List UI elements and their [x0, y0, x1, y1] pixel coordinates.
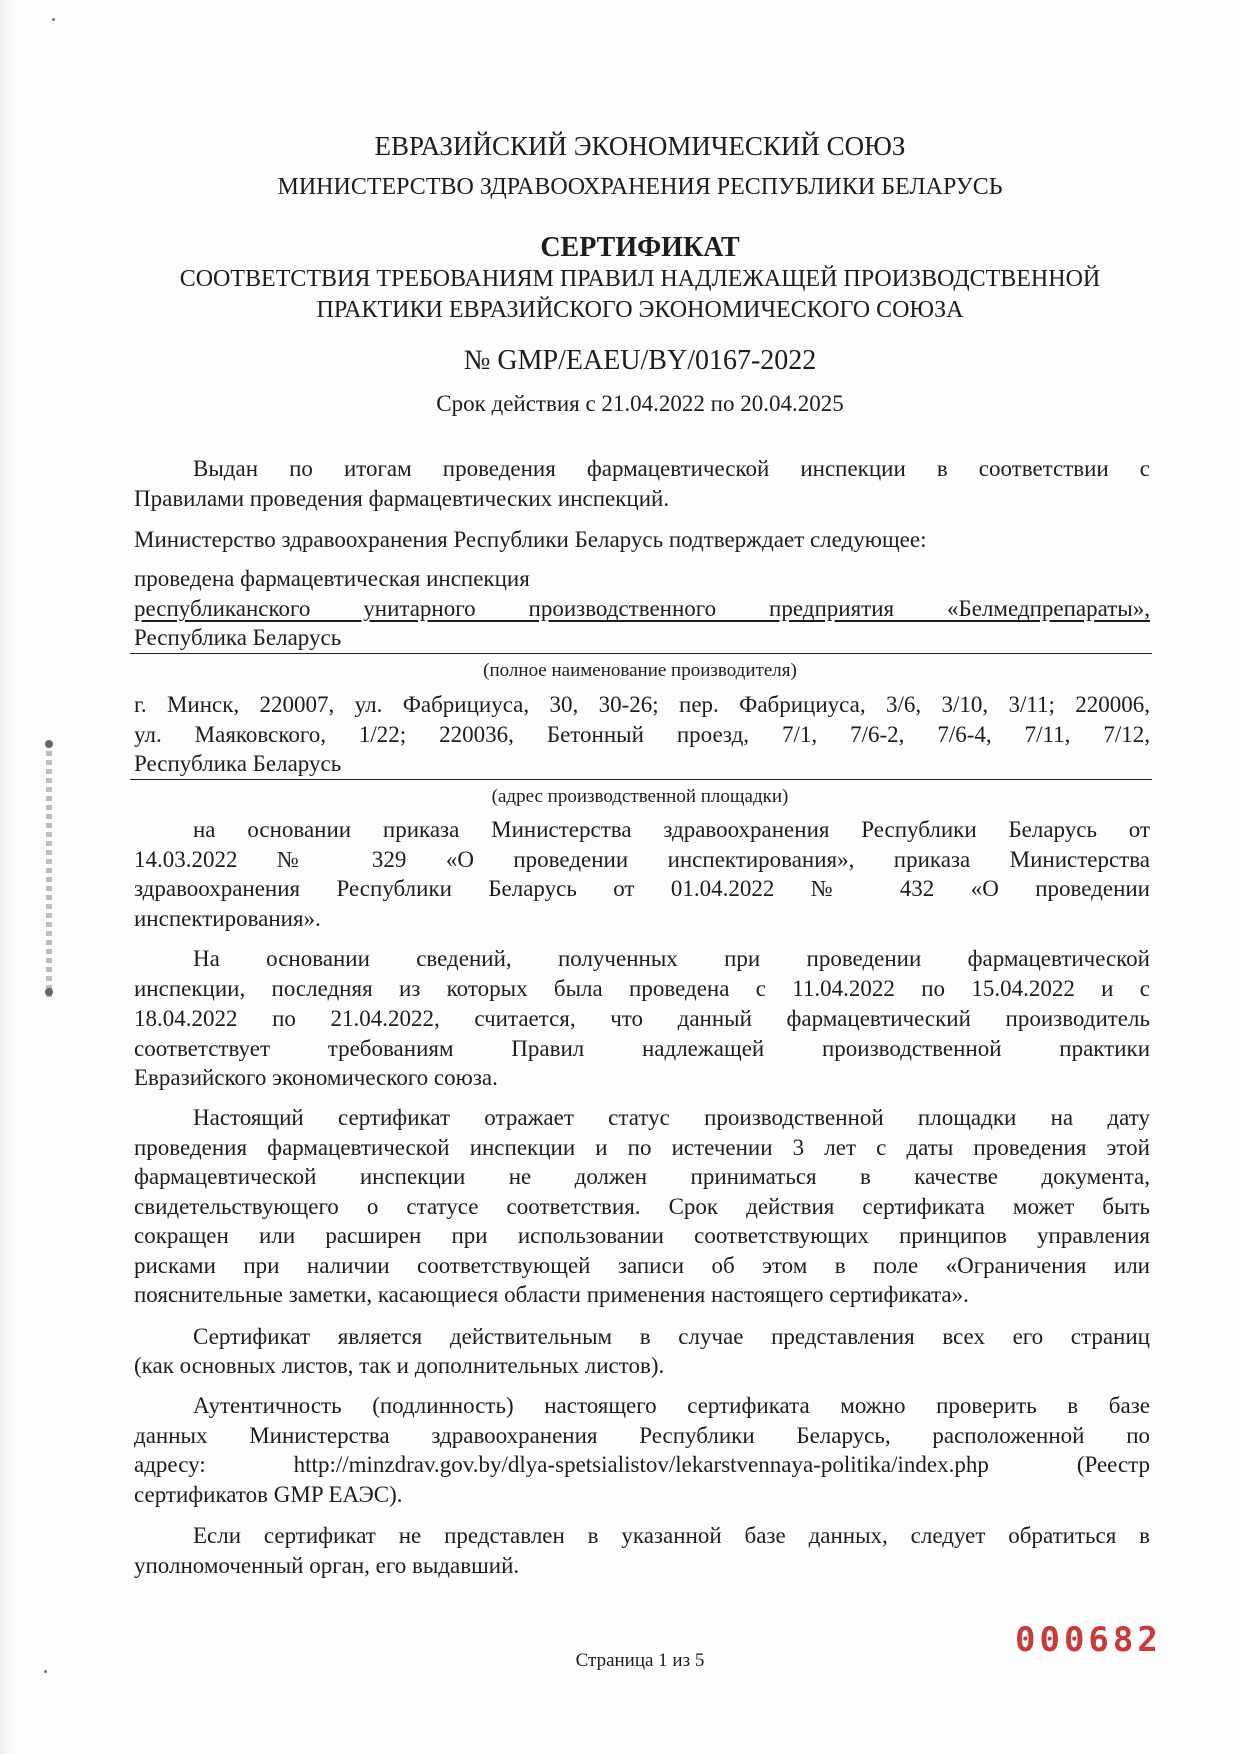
intro-line: Правилами проведения фармацевтических инспекций. — [134, 486, 670, 511]
paragraph-line: На основании сведений, полученных при проведении фармацевтической — [193, 946, 1150, 971]
paragraph-line: свидетельствующего о статусе соответствия. Срок действия сертификата может быть — [134, 1194, 1150, 1219]
paragraph-line: уполномоченный орган, его выдавший. — [134, 1553, 520, 1578]
field-rule — [130, 653, 1152, 654]
page-number: Страница 1 из 5 — [575, 1650, 705, 1671]
certificate-subtitle-2: ПРАКТИКИ ЕВРАЗИЙСКОГО ЭКОНОМИЧЕСКОГО СОЮЗА — [316, 297, 964, 323]
ministry-title: МИНИСТЕРСТВО ЗДРАВООХРАНЕНИЯ РЕСПУБЛИКИ БЕЛАРУСЬ — [277, 174, 1003, 200]
certificate-title: СЕРТИФИКАТ — [540, 232, 740, 263]
site-caption: (адрес производственной площадки) — [491, 786, 789, 807]
intro-line: Выдан по итогам проведения фармацевтической инспекции в соответствии с — [193, 456, 1150, 481]
paragraph-line: Настоящий сертификат отражает статус производственной площадки на дату — [193, 1105, 1150, 1130]
validity-period: Срок действия с 21.04.2022 по 20.04.2025 — [436, 391, 844, 416]
paragraph-line: Если сертификат не представлен в указанной базе данных, следует обратиться в — [193, 1523, 1150, 1548]
paragraph-line: (как основных листов, так и дополнительных листов). — [134, 1353, 665, 1378]
union-title: ЕВРАЗИЙСКИЙ ЭКОНОМИЧЕСКИЙ СОЮЗ — [374, 131, 906, 161]
site-address-line: г. Минск, 220007, ул. Фабрициуса, 30, 30-26; пер. Фабрициуса, 3/6, 3/10, 3/11; 220006, — [134, 692, 1150, 717]
paragraph-line: фармацевтической инспекции не должен приниматься в качестве документа, — [134, 1164, 1150, 1189]
inspection-statement: проведена фармацевтическая инспекция — [134, 566, 530, 591]
paragraph-line: здравоохранения Республики Беларусь от 01.04.2022 № 432 «О проведении — [134, 876, 1150, 901]
paragraph-line: 14.03.2022 № 329 «О проведении инспектирования», приказа Министерства — [134, 847, 1150, 872]
paragraph-line: 18.04.2022 по 21.04.2022, считается, что данный фармацевтический производитель — [134, 1006, 1150, 1031]
binding-knot-bottom — [45, 988, 53, 996]
scan-speck — [44, 1670, 47, 1673]
paragraph-line: соответствует требованиям Правил надлежащей производственной практики — [134, 1036, 1150, 1061]
site-address-line: Республика Беларусь — [134, 751, 342, 776]
paragraph-line: инспекции, последняя из которых была проведена с 11.04.2022 по 15.04.2022 и с — [134, 976, 1150, 1001]
binding-thread — [46, 742, 52, 997]
binding-knot-top — [45, 740, 53, 748]
manufacturer-name: республиканского унитарного производственного предприятия «Белмедпрепараты», — [134, 596, 1150, 621]
paragraph-line: сертификатов GMP ЕАЭС). — [134, 1482, 403, 1507]
paragraph-line: рисками при наличии соответствующей записи об этом в поле «Ограничения или — [134, 1253, 1150, 1278]
paragraph-line: Сертификат является действительным в случае представления всех его страниц — [193, 1324, 1150, 1349]
paragraph-line: данных Министерства здравоохранения Республики Беларусь, расположенной по — [134, 1423, 1150, 1448]
paragraph-line: инспектирования». — [134, 906, 321, 931]
paragraph-line: проведения фармацевтической инспекции и по истечении 3 лет с даты проведения этой — [134, 1135, 1150, 1160]
confirmation-statement: Министерство здравоохранения Республики Беларусь подтверждает следующее: — [134, 527, 927, 552]
scan-edge-shadow — [0, 0, 14, 1754]
manufacturer-caption: (полное наименование производителя) — [483, 660, 797, 681]
site-address-line: ул. Маяковского, 1/22; 220036, Бетонный проезд, 7/1, 7/6-2, 7/6-4, 7/11, 7/12, — [134, 722, 1150, 747]
paragraph-line: на основании приказа Министерства здравоохранения Республики Беларусь от — [193, 817, 1150, 842]
paragraph-line: пояснительные заметки, касающиеся области применения настоящего сертификата». — [134, 1282, 969, 1307]
paragraph-line: адресу: http://minzdrav.gov.by/dlya-spetsialistov/lekarstvennaya-politika/index.php (Реестр — [134, 1452, 1150, 1477]
serial-number-stamp: 000682 — [1015, 1620, 1162, 1660]
manufacturer-country: Республика Беларусь — [134, 625, 342, 650]
paragraph-line: Евразийского экономического союза. — [134, 1065, 498, 1090]
field-rule — [130, 779, 1152, 780]
scan-speck — [52, 18, 55, 21]
certificate-subtitle-1: СООТВЕТСТВИЯ ТРЕБОВАНИЯМ ПРАВИЛ НАДЛЕЖАЩЕЙ ПРОИЗВОДСТВЕННОЙ — [179, 266, 1101, 292]
paragraph-line: Аутентичность (подлинность) настоящего сертификата можно проверить в базе — [193, 1393, 1150, 1418]
certificate-number: № GMP/EAEU/BY/0167-2022 — [463, 345, 817, 376]
paragraph-line: сокращен или расширен при использовании соответствующих принципов управления — [134, 1223, 1150, 1248]
